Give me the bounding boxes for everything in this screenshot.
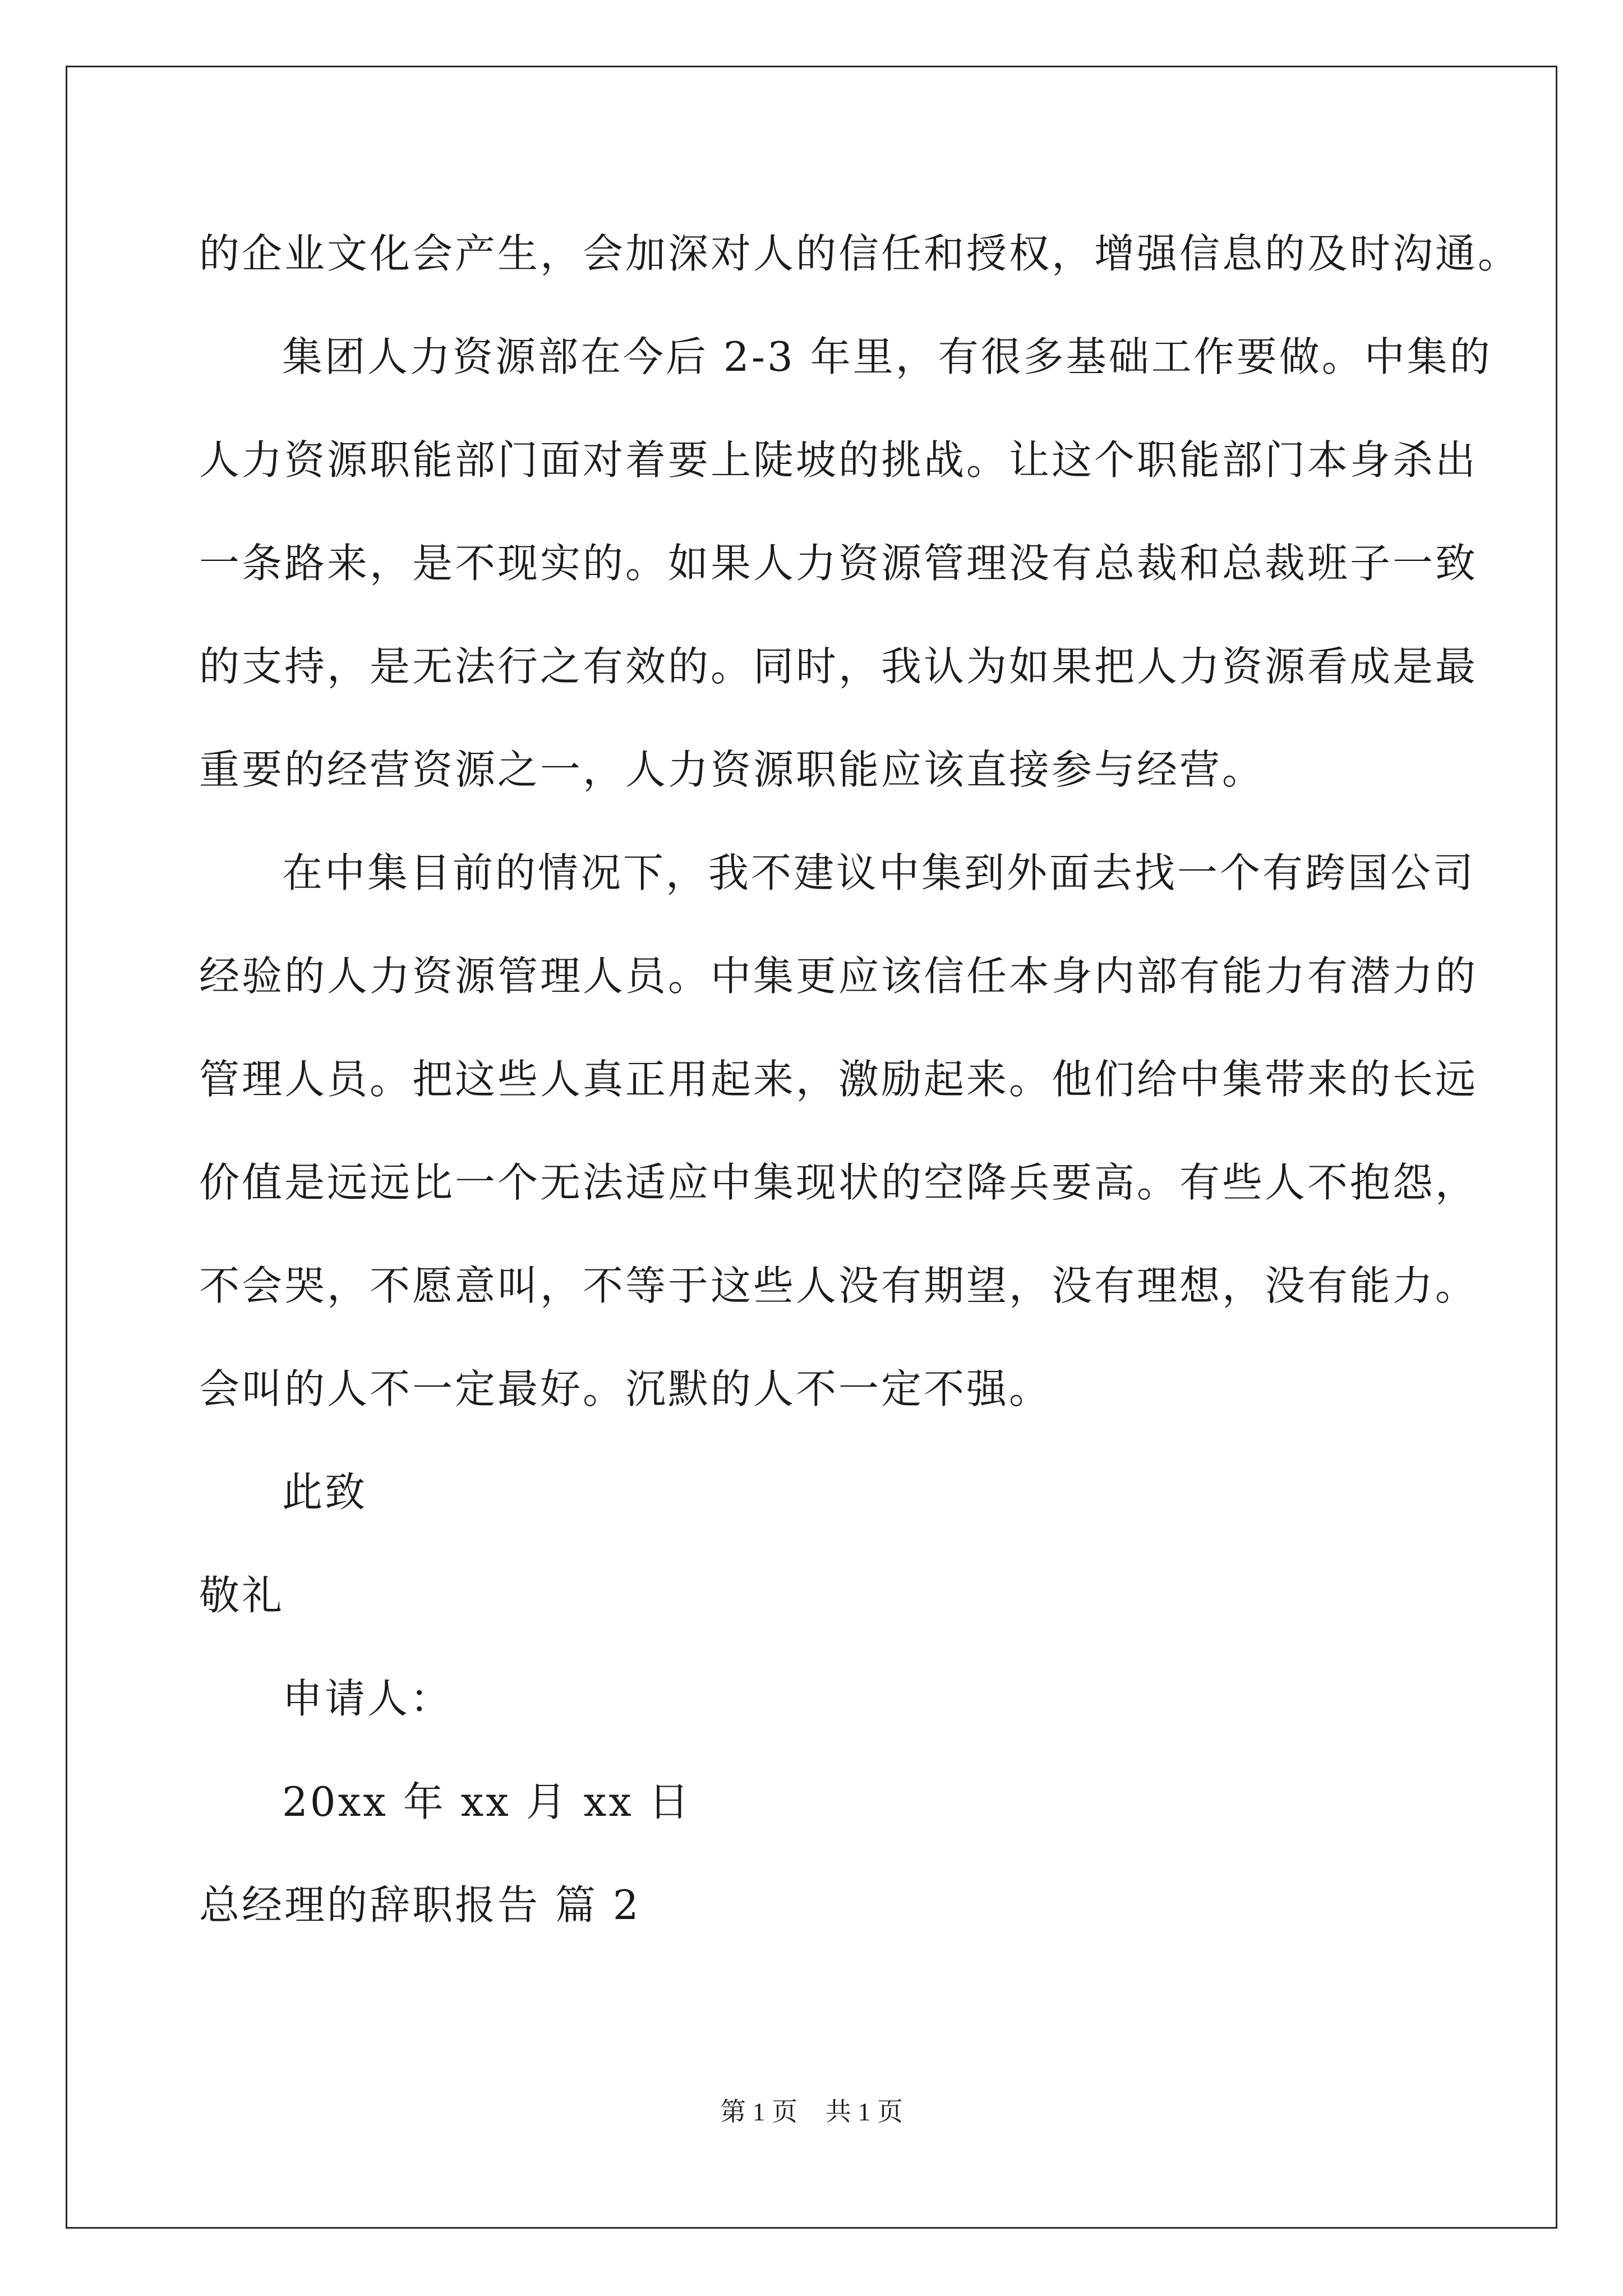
paragraph-line: 经验的人力资源管理人员。中集更应该信任本身内部有能力有潜力的: [199, 953, 1478, 1000]
paragraph-line: 一条路来，是不现实的。如果人力资源管理没有总裁和总裁班子一致: [199, 540, 1478, 587]
page-number-current: 第 1 页: [720, 2097, 797, 2126]
paragraph-line: 集团人力资源部在今后 2-3 年里，有很多基础工作要做。中集的: [282, 333, 1492, 380]
paragraph-line: 人力资源职能部门面对着要上陡坡的挑战。让这个职能部门本身杀出: [199, 436, 1478, 484]
paragraph-line: 价值是远远比一个无法适应中集现状的空降兵要高。有些人不抱怨，: [199, 1159, 1478, 1206]
salutation-closing: 此致: [282, 1469, 368, 1516]
salutation-regards: 敬礼: [199, 1572, 285, 1619]
page-footer: [0, 2091, 1623, 2128]
section-heading: 总经理的辞职报告 篇 2: [199, 1881, 641, 1929]
document-body: [199, 202, 1521, 1957]
paragraph-line: 的企业文化会产生，会加深对人的信任和授权，增强信息的及时沟通。: [199, 230, 1521, 277]
applicant-label: 申请人：: [282, 1675, 453, 1722]
page-number-total: 共 1 页: [826, 2097, 903, 2126]
paragraph-line: 管理人员。把这些人真正用起来，激励起来。他们给中集带来的长远: [199, 1056, 1478, 1103]
paragraph-line: 重要的经营资源之一，人力资源职能应该直接参与经营。: [199, 746, 1265, 793]
paragraph-line: 会叫的人不一定最好。沉默的人不一定不强。: [199, 1365, 1052, 1412]
paragraph-line: 在中集目前的情况下，我不建议中集到外面去找一个有跨国公司: [282, 849, 1476, 896]
paragraph-line: 的支持，是无法行之有效的。同时，我认为如果把人力资源看成是最: [199, 643, 1478, 690]
paragraph-line: 不会哭，不愿意叫，不等于这些人没有期望，没有理想，没有能力。: [199, 1262, 1478, 1309]
date-line: 20xx 年 xx 月 xx 日: [282, 1778, 691, 1825]
